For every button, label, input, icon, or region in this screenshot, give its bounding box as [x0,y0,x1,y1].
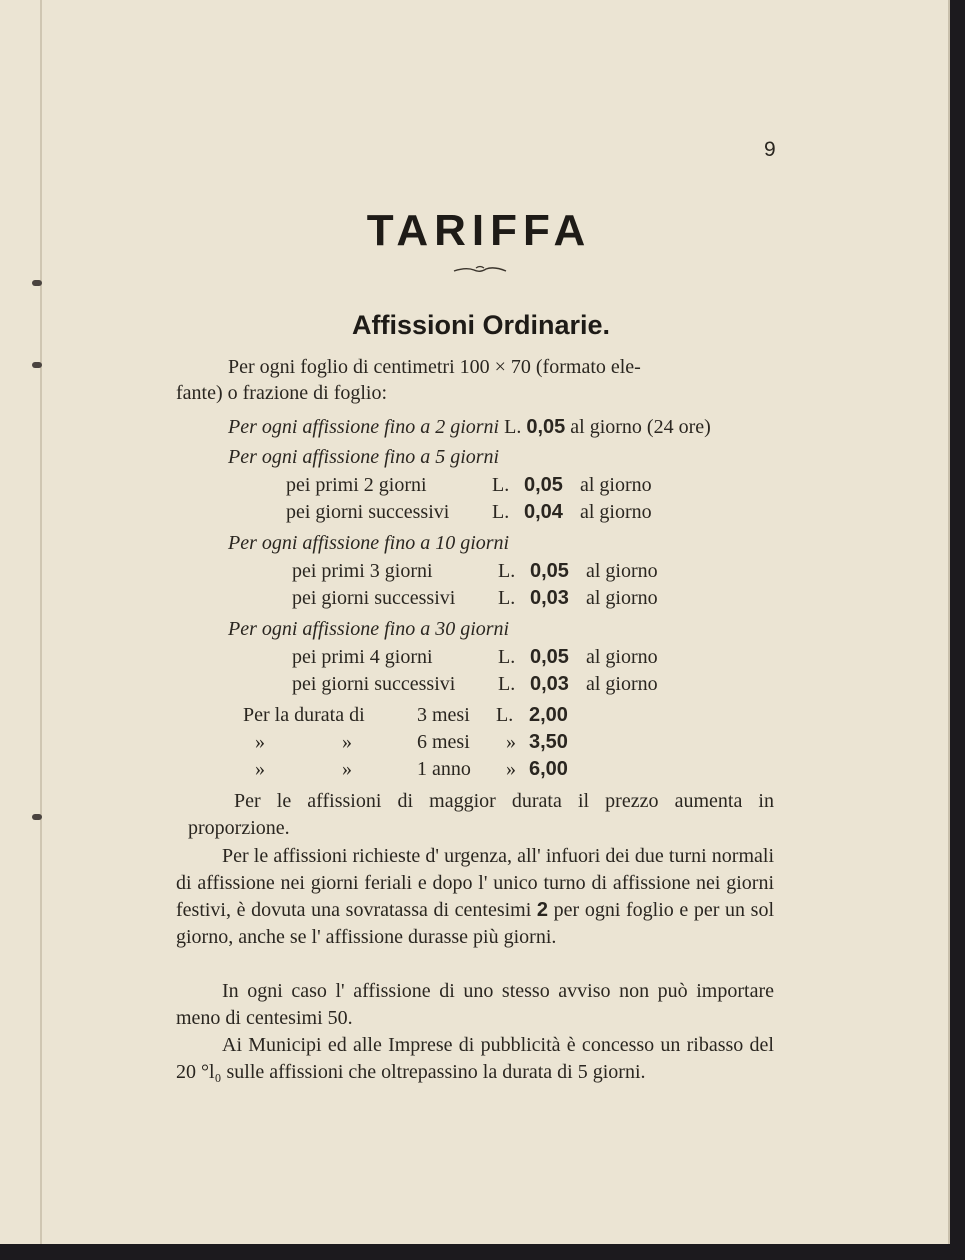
currency: » [506,758,516,780]
urgent-text-after: per ogni foglio e per un sol giorno, anche se l' affissione durasse più giorni. [176,899,775,948]
price: 6,00 [529,758,568,780]
currency: L. [492,474,510,496]
price: 3,50 [529,731,568,753]
rate-label: pei primi 3 giorni [292,560,433,582]
rate-2-days [228,414,711,441]
paragraph-discount: Ai Municipi ed alle Imprese di pubblicità è concesso un ribasso del 20 °l₀ sulle affissioni che oltrepassino la durata di 5 giorni. [176,1034,774,1083]
unit: al giorno [580,474,652,496]
unit: al giorno (24 ore) [570,416,711,438]
rate-row [286,499,706,526]
page-fold-line [40,0,42,1244]
currency: L. [498,673,516,695]
rate-label: pei primi 2 giorni [286,474,427,496]
price: 0,05 [530,560,569,582]
duration-period: 1 anno [417,758,471,780]
duration-row [243,702,603,729]
rate-label: pei primi 4 giorni [292,646,433,668]
binding-mark [32,814,42,820]
paragraph-minimum: In ogni caso l' affissione di uno stesso avviso non può importare meno di centesimi 50. [176,980,774,1029]
urgent-text-before: Per le affissioni richieste d' urgenza, all' infuori dei due turni normali di affissione nei giorni feriali e dopo l' unico turno di affissione nei giorni festivi, è dovuta una sovratassa di centesimi [176,845,774,921]
unit: al giorno [586,587,658,609]
section-subtitle: Affissioni Ordinarie. [351,310,611,340]
binding-mark [32,280,42,286]
ditto-mark: » [342,758,352,780]
duration-prefix: Per la durata di [243,704,365,726]
currency: L. [504,416,522,438]
ditto-mark: » [255,731,265,753]
paragraph-longer-duration: Per le affissioni di maggior durata il prezzo aumenta in proporzione. [188,790,774,839]
price: 0,04 [524,501,563,523]
duration-row [243,729,603,756]
duration-row [243,756,603,783]
duration-period: 3 mesi [417,704,470,726]
price: 0,05 [530,646,569,668]
rate-row [292,558,712,585]
rate-heading: Per ogni affissione fino a 2 giorni [228,416,500,438]
intro-line-1: Per ogni foglio di centimetri 100 × 70 (formato ele- [228,356,641,378]
price: 0,03 [530,673,569,695]
page-title: TARIFFA [366,206,592,255]
currency: L. [492,501,510,523]
unit: al giorno [586,673,658,695]
rate-row [292,644,712,671]
binding-mark [32,362,42,368]
currency: L. [498,560,516,582]
ornament-divider-icon [452,264,508,276]
ditto-mark: » [255,758,265,780]
heading-5-days: Per ogni affissione fino a 5 giorni [228,446,500,468]
paragraph-urgent [176,843,774,951]
price: 2,00 [529,704,568,726]
rate-label: pei giorni successivi [292,673,456,695]
rate-row [286,472,706,499]
price: 0,05 [526,416,566,438]
page-number: 9 [764,138,776,161]
heading-30-days: Per ogni affissione fino a 30 giorni [228,618,510,640]
intro-line-2: fante) o frazione di foglio: [176,382,388,404]
unit: al giorno [580,501,652,523]
price: 0,05 [524,474,563,496]
ditto-mark: » [342,731,352,753]
duration-period: 6 mesi [417,731,470,753]
unit: al giorno [586,560,658,582]
urgent-amount: 2 [536,899,549,921]
heading-10-days: Per ogni affissione fino a 10 giorni [228,532,510,554]
currency: » [506,731,516,753]
rate-row [292,585,712,612]
rate-row [292,671,712,698]
unit: al giorno [586,646,658,668]
currency: L. [496,704,514,726]
currency: L. [498,587,516,609]
rate-label: pei giorni successivi [292,587,456,609]
currency: L. [498,646,516,668]
price: 0,03 [530,587,569,609]
rate-label: pei giorni successivi [286,501,450,523]
